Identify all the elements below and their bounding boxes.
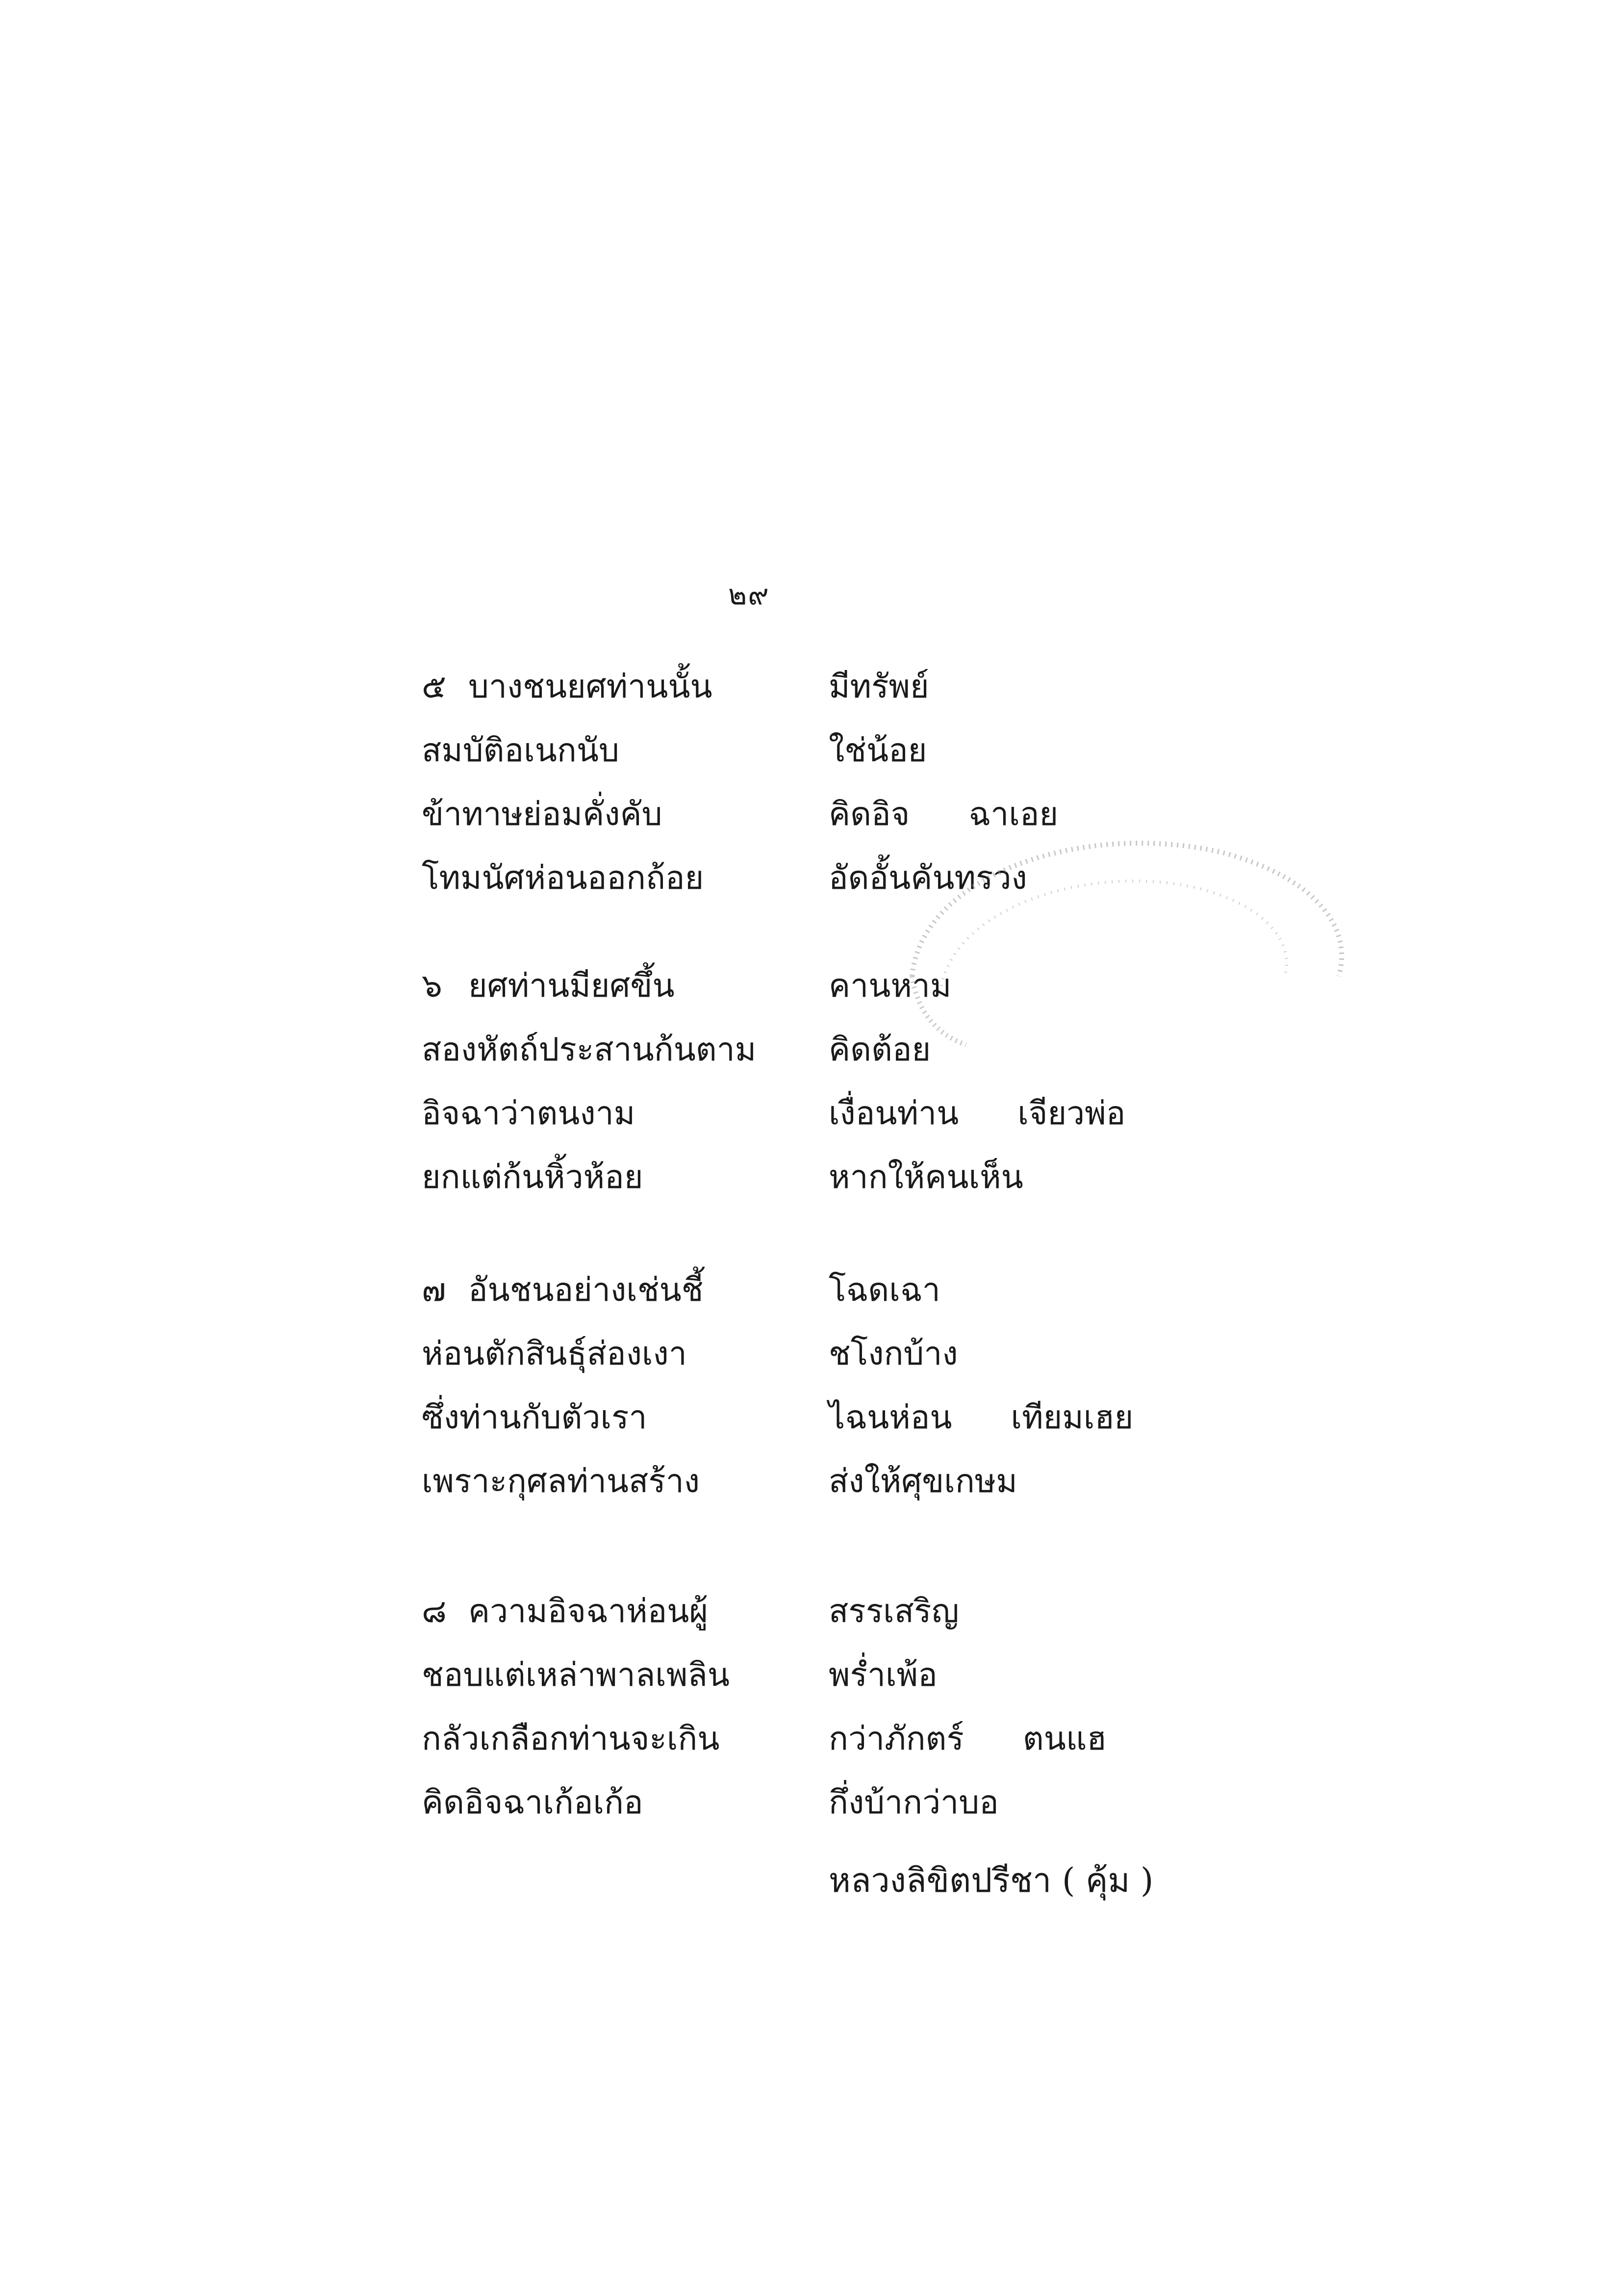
verse-hemistich-c: ตนแฮ — [1022, 1720, 1107, 1757]
verse-line — [0, 1709, 1624, 1768]
verse-hemistich-a: ความอิจฉาห่อนผู้ — [468, 1592, 709, 1630]
stanza-number: ๗ — [422, 1271, 446, 1309]
verse-hemistich-a: สมบัติอเนกนับ — [422, 731, 619, 769]
verse-hemistich-a: ซึ่งท่านกับตัวเรา — [422, 1398, 647, 1436]
verse-hemistich-c: ฉาเอย — [968, 795, 1059, 833]
verse-line — [0, 1148, 1624, 1207]
verse-hemistich-b: กว่าภักตร์ — [829, 1720, 964, 1757]
verse-line — [0, 1773, 1624, 1832]
verse-hemistich-b: ใช่น้อย — [829, 731, 927, 769]
verse-line — [0, 1582, 1624, 1641]
library-stamp — [883, 799, 1363, 1074]
author-attribution: หลวงลิขิตปรีชา ( คุ้ม ) — [829, 1861, 1154, 1900]
verse-line — [0, 1388, 1624, 1447]
verse-line — [0, 849, 1624, 907]
verse-line — [0, 1261, 1624, 1319]
verse-line — [0, 785, 1624, 844]
verse-hemistich-b: ไฉนห่อน — [829, 1398, 952, 1436]
verse-hemistich-b: กึ่งบ้ากว่าบอ — [829, 1783, 999, 1821]
verse-hemistich-b: หากให้คนเห็น — [829, 1158, 1023, 1196]
verse-hemistich-a: คิดอิจฉาเก้อเก้อ — [422, 1783, 643, 1821]
verse-line — [0, 1452, 1624, 1511]
stanza-number: ๖ — [422, 967, 442, 1005]
verse-hemistich-b: โฉดเฉา — [829, 1271, 940, 1309]
verse-hemistich-b: ชโงกบ้าง — [829, 1335, 958, 1372]
verse-hemistich-b: คิดอิจ — [829, 795, 910, 833]
verse-hemistich-b: สรรเสริญ — [829, 1592, 959, 1630]
verse-hemistich-c: เทียมเฮย — [1011, 1398, 1134, 1436]
verse-hemistich-b: เงื่อนท่าน — [829, 1094, 959, 1132]
verse-hemistich-b: มีทรัพย์ — [829, 668, 929, 705]
verse-hemistich-a: กลัวเกลือกท่านจะเกิน — [422, 1720, 720, 1757]
verse-hemistich-a: สองหัตถ์ประสานก้นตาม — [422, 1031, 757, 1068]
stanza-number: ๘ — [422, 1592, 447, 1630]
verse-hemistich-a: ห่อนตักสินธุ์ส่องเงา — [422, 1335, 687, 1372]
verse-hemistich-a: ยกแต่ก้นหิ้วห้อย — [422, 1158, 643, 1196]
verse-hemistich-a: โทมนัศห่อนออกถ้อย — [422, 859, 704, 897]
verse-line — [0, 1646, 1624, 1704]
verse-hemistich-a: เพราะกุศลท่านสร้าง — [422, 1462, 700, 1500]
verse-hemistich-a: ข้าทาษย่อมคั่งคับ — [422, 795, 662, 833]
verse-line — [0, 1084, 1624, 1143]
verse-line — [0, 657, 1624, 716]
verse-line — [0, 1324, 1624, 1383]
verse-hemistich-b: อัดอั้นคันทรวง — [829, 859, 1027, 897]
verse-hemistich-a: อันชนอย่างเช่นชี้ — [468, 1271, 704, 1309]
verse-hemistich-b: พร่ำเพ้อ — [829, 1656, 938, 1694]
verse-hemistich-a: บางชนยศท่านนั้น — [468, 668, 712, 705]
verse-line — [0, 1020, 1624, 1079]
verse-hemistich-b: ส่งให้ศุขเกษม — [829, 1462, 1017, 1500]
page-number: ๒๙ — [728, 578, 770, 611]
verse-hemistich-b: คานหาม — [829, 967, 952, 1005]
verse-line — [0, 721, 1624, 780]
verse-line — [0, 956, 1624, 1015]
verse-hemistich-c: เจียวพ่อ — [1017, 1094, 1126, 1132]
stanza-number: ๕ — [422, 668, 446, 705]
verse-hemistich-a: ชอบแต่เหล่าพาลเพลิน — [422, 1656, 730, 1694]
verse-hemistich-a: อิจฉาว่าตนงาม — [422, 1094, 635, 1132]
verse-hemistich-a: ยศท่านมียศขึ้น — [468, 967, 675, 1005]
verse-hemistich-b: คิดต้อย — [829, 1031, 931, 1068]
